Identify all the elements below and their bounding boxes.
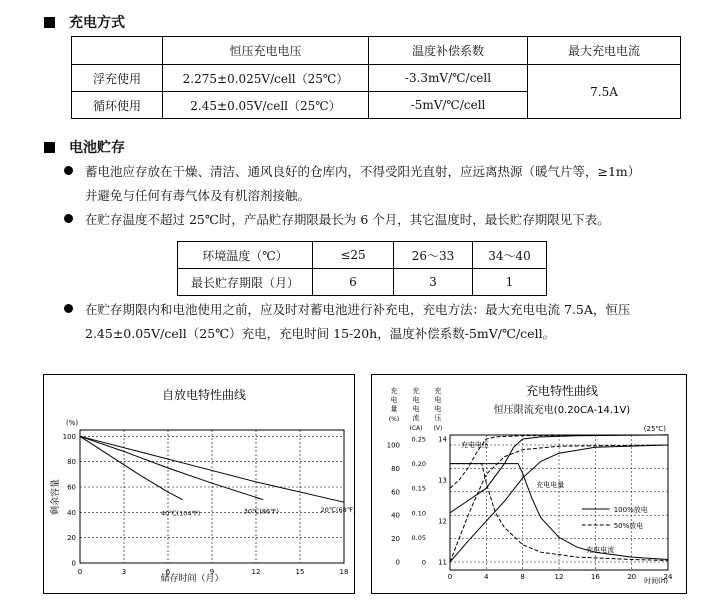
axis-header-unit: (V) xyxy=(433,425,443,432)
charge-tick-label: 40 xyxy=(391,511,400,520)
x-tick-label: 9 xyxy=(209,568,215,576)
axis-header-char: 充 xyxy=(434,387,442,395)
table-header-cell: 温度补偿系数 xyxy=(369,37,528,65)
current-tick-label: 0.05 xyxy=(411,533,426,542)
y-tick-label: 0 xyxy=(71,559,76,568)
square-bullet-icon xyxy=(44,17,55,28)
axis-header-char: 电 xyxy=(412,396,420,404)
x-tick-label: 20 xyxy=(627,573,637,581)
y-axis-label: 剩余容量 xyxy=(51,478,61,516)
charge-tick-label: 0 xyxy=(395,558,400,567)
y-tick-label: 60 xyxy=(67,483,76,492)
charge-characteristic-chart xyxy=(371,374,687,594)
table-cell: 2.275±0.025V/cell（25℃） xyxy=(163,65,369,92)
axis-header-char: 量 xyxy=(390,405,398,413)
table-cell: 6 xyxy=(313,269,394,296)
table-header-cell: ≤25 xyxy=(313,242,394,269)
y-unit-label: (%) xyxy=(66,419,79,427)
paragraph-text: 并避免与任何有毒气体及有机溶剂接触。 xyxy=(85,188,311,203)
chart-title: 自放电特性曲线 xyxy=(161,388,247,402)
storage-bullet-1 xyxy=(64,160,704,208)
temperature-note: (25℃) xyxy=(643,425,666,433)
current-tick-label: 0.15 xyxy=(411,484,426,493)
table-header-cell: 34～40 xyxy=(473,242,547,269)
chart-subtitle: 恒压限流充电(0.20CA-14.1V) xyxy=(493,405,631,416)
y-tick-label: 80 xyxy=(67,458,76,467)
section-title: 充电方式 xyxy=(69,15,125,31)
section-title: 电池贮存 xyxy=(69,140,125,156)
axis-header-char: 电 xyxy=(434,405,442,413)
charge-tick-label: 60 xyxy=(391,488,400,497)
storage-table xyxy=(177,241,547,296)
axis-header-char: 电 xyxy=(390,396,398,404)
circle-bullet-icon xyxy=(64,214,73,223)
current-tick-label: 0.20 xyxy=(411,460,426,469)
x-tick-label: 0 xyxy=(77,568,83,576)
x-tick-label: 6 xyxy=(165,568,171,576)
table-row-label: 最长贮存期限（月） xyxy=(178,269,313,296)
axis-header-char: 流 xyxy=(412,414,420,422)
table-header-cell: 最大充电电流 xyxy=(528,37,681,65)
table-cell: 1 xyxy=(473,269,547,296)
table-cell-max-current: 7.5A xyxy=(528,65,681,119)
storage-bullet-3 xyxy=(64,298,712,346)
voltage-tick-label: 12 xyxy=(438,517,447,526)
x-tick-label: 18 xyxy=(339,568,349,576)
paragraph-text: 蓄电池应存放在干燥、清洁、通风良好的仓库内，不得受阳光直射，应远离热源（暖气片等，≥1m） xyxy=(85,164,641,179)
circle-bullet-icon xyxy=(64,166,73,175)
paragraph-text: 在贮存温度不超过 25℃时，产品贮存期限最长为 6 个月，其它温度时，最长贮存期限见下表。 xyxy=(85,212,610,227)
curve-label-voltage: 充电电压 xyxy=(460,441,489,449)
series-line xyxy=(80,436,263,499)
y-tick-label: 100 xyxy=(62,432,76,441)
voltage-tick-label: 11 xyxy=(438,558,447,567)
charge-tick-label: 80 xyxy=(391,464,400,473)
x-tick-label: 8 xyxy=(520,573,525,581)
axis-header-char: 电 xyxy=(434,396,442,404)
circle-bullet-icon xyxy=(64,304,73,313)
curve-label-current: 充电电流 xyxy=(586,546,615,554)
table-header-cell: 26～33 xyxy=(394,242,473,269)
legend-label: 100%放电 xyxy=(613,506,648,514)
y-tick-label: 20 xyxy=(67,534,76,543)
legend-label: 50%放电 xyxy=(613,522,644,530)
current-tick-label: 0 xyxy=(421,558,426,567)
charge-tick-label: 20 xyxy=(391,535,400,544)
x-tick-label: 12 xyxy=(554,573,564,581)
curve-label-charge: 充电电量 xyxy=(536,481,565,489)
axis-header-char: 充 xyxy=(390,387,398,395)
charge-characteristic-chart-svg xyxy=(372,375,686,593)
x-tick-label: 16 xyxy=(590,573,600,581)
x-tick-label: 4 xyxy=(484,573,489,581)
y-tick-label: 40 xyxy=(67,508,76,517)
table-header-cell: 恒压充电电压 xyxy=(163,37,369,65)
section-heading-storage xyxy=(44,137,125,157)
series-label: 30℃(86℉) xyxy=(243,507,279,516)
current-tick-label: 0.25 xyxy=(411,435,426,444)
table-row-label: 循环使用 xyxy=(72,92,163,119)
x-tick-label: 0 xyxy=(447,573,453,581)
voltage-tick-label: 14 xyxy=(438,435,447,444)
series-label: 40℃(104℉) xyxy=(161,509,201,518)
series-label: 20℃(68℉) xyxy=(320,506,354,515)
axis-header-char: 压 xyxy=(434,414,442,422)
table-cell: 3 xyxy=(394,269,473,296)
table-header-cell xyxy=(72,37,163,65)
x-tick-label: 15 xyxy=(295,568,305,576)
axis-header-unit: (CA) xyxy=(409,425,423,432)
axis-header-char: 充 xyxy=(412,387,420,395)
self-discharge-chart-svg xyxy=(44,375,354,593)
table-header-cell: 环境温度（℃） xyxy=(178,242,313,269)
paragraph-text: 在贮存期限内和电池使用之前，应及时对蓄电池进行补充电，充电方法：最大充电电流 7.5A，恒压 xyxy=(85,302,631,317)
section-heading-charging xyxy=(44,12,125,32)
table-cell: 2.45±0.05V/cell（25℃） xyxy=(163,92,369,119)
charging-table xyxy=(71,36,681,119)
x-tick-label: 24 xyxy=(663,573,673,581)
x-axis-label: 储存时间（月） xyxy=(160,574,224,584)
axis-header-char: 电 xyxy=(412,405,420,413)
table-cell: -5mV/℃/cell xyxy=(369,92,528,119)
chart-title: 充电特性曲线 xyxy=(525,384,599,398)
table-row-label: 浮充使用 xyxy=(72,65,163,92)
square-bullet-icon xyxy=(44,142,55,153)
current-tick-label: 0.10 xyxy=(411,509,426,518)
paragraph-text: 2.45±0.05V/cell（25℃）充电，充电时间 15-20h，温度补偿系数-5mV/℃/cell。 xyxy=(85,326,556,341)
charge-tick-label: 100 xyxy=(386,441,400,450)
x-tick-label: 12 xyxy=(251,568,261,576)
self-discharge-chart xyxy=(43,374,355,594)
x-tick-label: 3 xyxy=(121,568,127,576)
axis-header-unit: (%) xyxy=(388,416,400,423)
x-axis-label: 时间(h) xyxy=(644,577,668,585)
storage-bullet-2 xyxy=(64,208,704,232)
voltage-tick-label: 13 xyxy=(438,476,447,485)
table-cell: -3.3mV/℃/cell xyxy=(369,65,528,92)
